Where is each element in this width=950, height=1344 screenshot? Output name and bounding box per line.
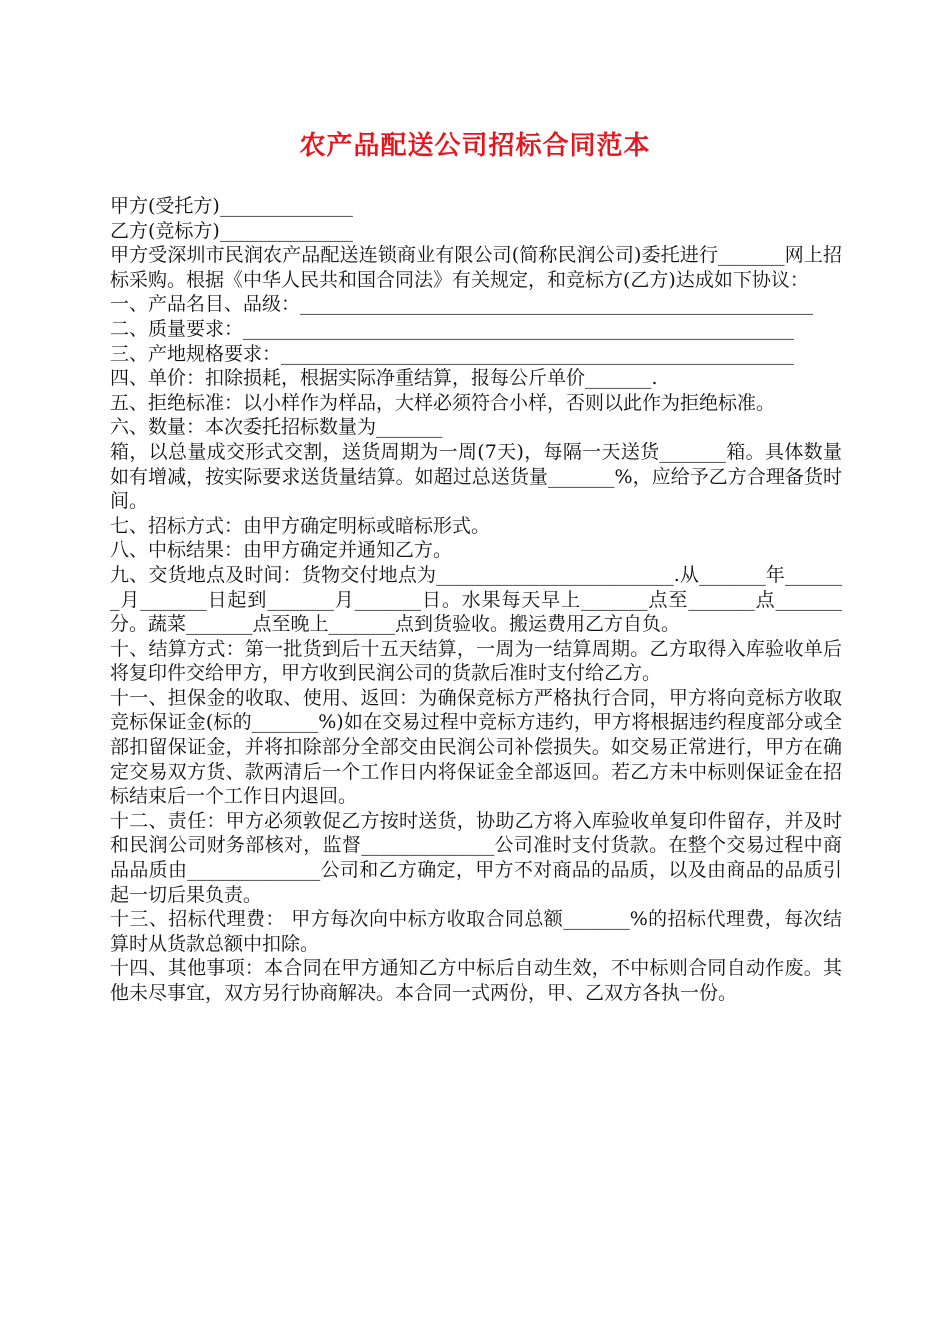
document-title: 农产品配送公司招标合同范本 bbox=[299, 131, 651, 161]
paragraph-clause-6-cont: 箱，以总量成交形式交割，送货周期为一周(7天)，每隔一天送货_______箱。具体数量如有增减，按实际要求送货量结算。如超过总送货量_______%，应给予乙方合理备货时间。 bbox=[110, 440, 842, 513]
paragraph-clause-6: 六、数量：本次委托招标数量为_______ bbox=[110, 416, 443, 439]
paragraph-preamble: 甲方受深圳市民润农产品配送连锁商业有限公司(简称民润公司)委托进行_______网上招标采购。根据《中华人民共和国合同法》有关规定，和竞标方(乙方)达成如下协议： bbox=[110, 244, 842, 291]
paragraph-party-a: 甲方(受托方)______________ bbox=[110, 195, 353, 217]
paragraph-clause-3: 三、产地规格要求：______________________________________________________ bbox=[110, 342, 795, 365]
paragraph-clause-10: 十、结算方式：第一批货到后十五天结算，一周为一结算周期。乙方取得入库验收单后将复印件交给甲方，甲方收到民润公司的货款后准时支付给乙方。 bbox=[110, 637, 842, 685]
paragraph-clause-9: 九、交货地点及时间：货物交付地点为_________________________.从_______年_______月_______日起到_______月_______日。水果每天早上_______点至_______点_______分。蔬菜_______点至晚上_______点到货验收。搬运费用乙方自负。 bbox=[110, 563, 842, 636]
paragraph-clause-1: 一、产品名目、品级：______________________________________________________ bbox=[110, 293, 814, 316]
paragraph-clause-7: 七、招标方式：由甲方确定明标或暗标形式。 bbox=[110, 514, 491, 537]
paragraph-clause-2: 二、质量要求：__________________________________________________________ bbox=[110, 317, 795, 340]
paragraph-clause-12: 十二、责任：甲方必须敦促乙方按时送货，协助乙方将入库验收单复印件留存，并及时和民润公司财务部核对，监督______________公司准时支付货款。在整个交易过程中商品品质由______________公司和乙方确定，甲方不对商品的品质，以及由商品的品质引起一切后果负责。 bbox=[110, 809, 842, 906]
paragraph-party-b: 乙方(竞标方)______________ bbox=[110, 219, 353, 242]
paragraph-clause-5: 五、拒绝标准：以小样作为样品，大样必须符合小样，否则以此作为拒绝标准。 bbox=[110, 391, 776, 414]
paragraph-clause-8: 八、中标结果：由甲方确定并通知乙方。 bbox=[110, 539, 453, 562]
paragraph-clause-13: 十三、招标代理费： 甲方每次向中标方收取合同总额_______%的招标代理费，每次结算时从货款总额中扣除。 bbox=[110, 908, 842, 955]
paragraph-clause-4: 四、单价：扣除损耗，根据实际净重结算，报每公斤单价_______. bbox=[110, 367, 658, 390]
document-body bbox=[110, 194, 842, 1006]
paragraph-clause-11: 十一、担保金的收取、使用、返回：为确保竞标方严格执行合同，甲方将向竞标方收取竞标保证金(标的_______%)如在交易过程中竞标方违约，甲方将根据违约程度部分或全部扣留保证金，并将扣除部分全部交由民润公司补偿损失。如交易正常进行，甲方在确定交易双方货、款两清后一个工作日内将保证金全部返回。若乙方未中标则保证金在招标结束后一个工作日内退回。 bbox=[110, 686, 842, 808]
paragraph-clause-14: 十四、其他事项：本合同在甲方通知乙方中标后自动生效，不中标则合同自动作废。其他未尽事宜，双方另行协商解决。本合同一式两份，甲、乙双方各执一份。 bbox=[110, 957, 842, 1004]
